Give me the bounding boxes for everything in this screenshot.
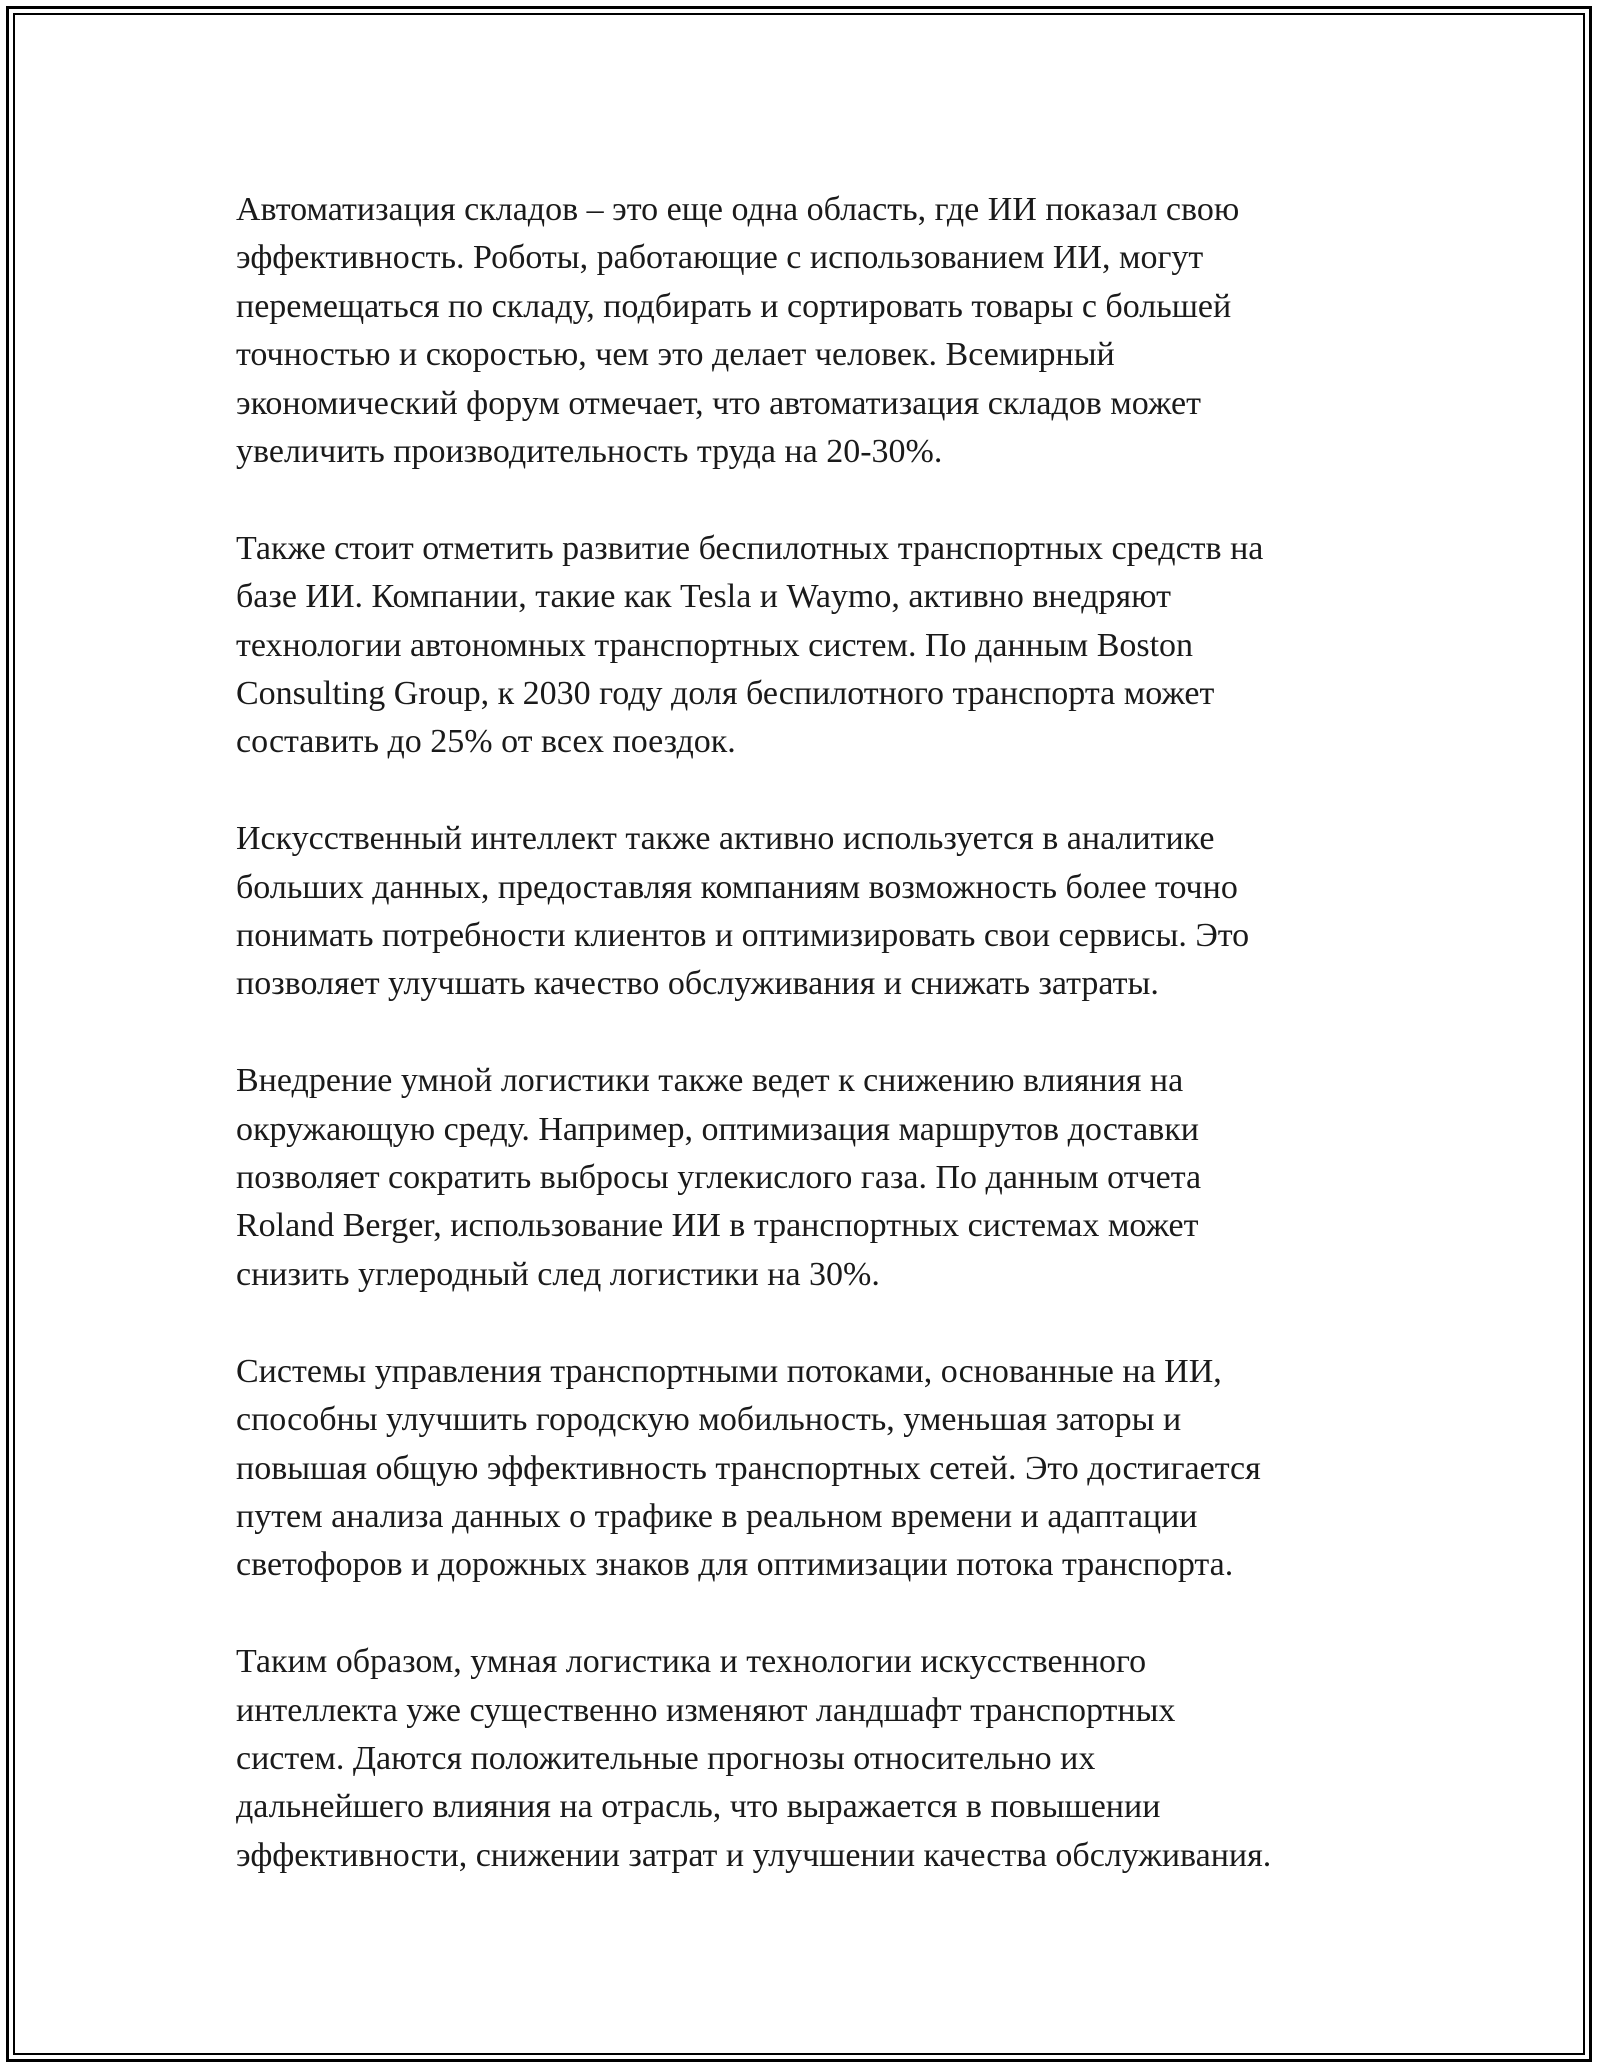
paragraph-warehouse-automation: Автоматизация складов – это еще одна область, где ИИ показал свою эффективность. Роботы, работающие с использованием ИИ, могут перемещаться по складу, подбирать и сортировать товары с большей точностью и скоростью, чем это делает человек. Всемирный экономический форум отмечает, что автоматизация складов может увеличить производительность труда на 20-30%. <box>236 191 1240 471</box>
paragraph-environmental-impact: Внедрение умной логистики также ведет к снижению влияния на окружающую среду. Например, оптимизация маршрутов доставки позволяет сократить выбросы углекислого газа. По данным отчета Roland Berger, использование ИИ в транспортных системах может снизить углеродный след логистики на 30%. <box>236 1062 1202 1293</box>
paragraph-big-data-analytics: Искусственный интеллект также активно используется в аналитике больших данных, предоставляя компаниям возможность более точно понимать потребности клиентов и оптимизировать свои сервисы. Это позволяет улучшать качество обслуживания и снижать затраты. <box>236 820 1250 1003</box>
paragraph-autonomous-vehicles: Также стоит отметить развитие беспилотных транспортных средств на базе ИИ. Компании, такие как Tesla и Waymo, активно внедряют технологии автономных транспортных систем. По данным Boston Consulting Group, к 2030 году доля беспилотного транспорта может составить до 25% от всех поездок. <box>236 529 1264 761</box>
paragraph-conclusion: Таким образом, умная логистика и технологии искусственного интеллекта уже существенно изменяют ландшафт транспортных систем. Даются положительные прогнозы относительно их дальнейшего влияния на отрасль, что выражается в повышении эффективности, снижении затрат и улучшении качества обслуживания. <box>236 1643 1272 1874</box>
paragraph-traffic-management: Системы управления транспортными потоками, основанные на ИИ, способны улучшить городскую мобильность, уменьшая заторы и повышая общую эффективность транспортных сетей. Это достигается путем анализа данных о трафике в реальном времени и адаптации светофоров и дорожных знаков для оптимизации потока транспорта. <box>236 1352 1261 1584</box>
document-body <box>236 186 1386 1880</box>
